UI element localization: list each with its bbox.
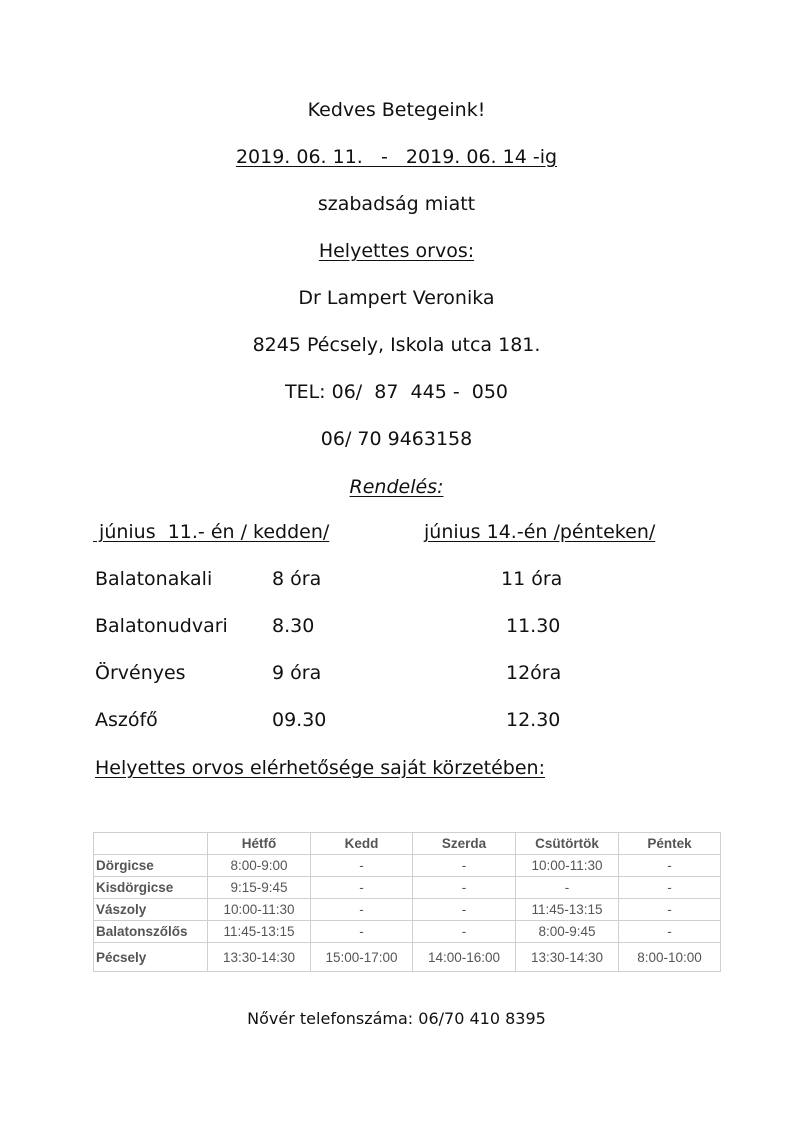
date-range: 2019. 06. 11. - 2019. 06. 14 -ig (235, 146, 558, 168)
schedule-cell: - (311, 899, 413, 921)
schedule-header-cell (94, 833, 208, 855)
reason: szabadság miatt (317, 193, 476, 215)
schedule-cell: 10:00-11:30 (516, 855, 619, 877)
phone-landline: TEL: 06/ 87 445 - 050 (284, 381, 509, 403)
availability-heading: Helyettes orvos elérhetősége saját körzetében: (95, 757, 545, 779)
visit-time-day2: 11 óra (501, 568, 563, 590)
visit-time-day2: 12óra (506, 662, 562, 684)
schedule-cell: 8:00-10:00 (619, 943, 721, 972)
schedule-cell: - (619, 855, 721, 877)
schedule-cell: - (619, 877, 721, 899)
schedule-cell: - (413, 899, 516, 921)
doctor-name: Dr Lampert Veronika (298, 287, 495, 309)
visit-place: Balatonudvari (95, 615, 228, 637)
schedule-cell: - (619, 921, 721, 943)
substitute-heading: Helyettes orvos: (318, 240, 475, 262)
visit-time-day2: 11.30 (506, 615, 561, 637)
schedule-header-cell: Kedd (311, 833, 413, 855)
schedule-place: Balatonszőlős (94, 921, 208, 943)
schedule-place: Kisdörgicse (94, 877, 208, 899)
visit-time-day1: 8 óra (272, 568, 322, 590)
schedule-place: Vászoly (94, 899, 208, 921)
schedule-header-cell: Hétfő (208, 833, 311, 855)
visit-time-day1: 9 óra (272, 662, 322, 684)
schedule-cell: 14:00-16:00 (413, 943, 516, 972)
visit-place: Örvényes (95, 662, 186, 684)
day1-heading: június 11.- én / kedden/ (93, 521, 330, 543)
schedule-cell: 11:45-13:15 (208, 921, 311, 943)
office-hours-heading: Rendelés: (349, 476, 444, 498)
schedule-header-cell: Szerda (413, 833, 516, 855)
schedule-cell: - (311, 877, 413, 899)
schedule-header-cell: Péntek (619, 833, 721, 855)
visit-time-day1: 09.30 (272, 709, 327, 731)
schedule-cell: - (516, 877, 619, 899)
schedule-place: Pécsely (94, 943, 208, 972)
visit-place: Aszófő (95, 709, 158, 731)
day2-heading: június 14.-én /pénteken/ (424, 521, 656, 543)
visit-time-day1: 8.30 (272, 615, 315, 637)
schedule-row (94, 921, 721, 943)
schedule-cell: 9:15-9:45 (208, 877, 311, 899)
schedule-header-row (94, 833, 721, 855)
schedule-cell: - (311, 855, 413, 877)
schedule-place: Dörgicse (94, 855, 208, 877)
schedule-cell: 11:45-13:15 (516, 899, 619, 921)
schedule-header-cell: Csütörtök (516, 833, 619, 855)
schedule-cell: 10:00-11:30 (208, 899, 311, 921)
address: 8245 Pécsely, Iskola utca 181. (252, 334, 541, 356)
schedule-cell: - (311, 921, 413, 943)
greeting: Kedves Betegeink! (307, 99, 486, 121)
schedule-cell: - (413, 855, 516, 877)
schedule-cell: 13:30-14:30 (208, 943, 311, 972)
schedule-cell: 15:00-17:00 (311, 943, 413, 972)
visit-time-day2: 12.30 (506, 709, 561, 731)
schedule-cell: - (413, 877, 516, 899)
schedule-cell: - (619, 899, 721, 921)
phone-mobile: 06/ 70 9463158 (320, 428, 473, 450)
schedule-cell: 13:30-14:30 (516, 943, 619, 972)
schedule-row (94, 855, 721, 877)
schedule-cell: 8:00-9:45 (516, 921, 619, 943)
visit-place: Balatonakali (95, 568, 213, 590)
schedule-cell: - (413, 921, 516, 943)
schedule-cell: 8:00-9:00 (208, 855, 311, 877)
nurse-phone: Nővér telefonszáma: 06/70 410 8395 (247, 1009, 546, 1028)
schedule-row (94, 899, 721, 921)
schedule-row (94, 877, 721, 899)
schedule-row (94, 943, 721, 972)
schedule-table (93, 832, 721, 972)
